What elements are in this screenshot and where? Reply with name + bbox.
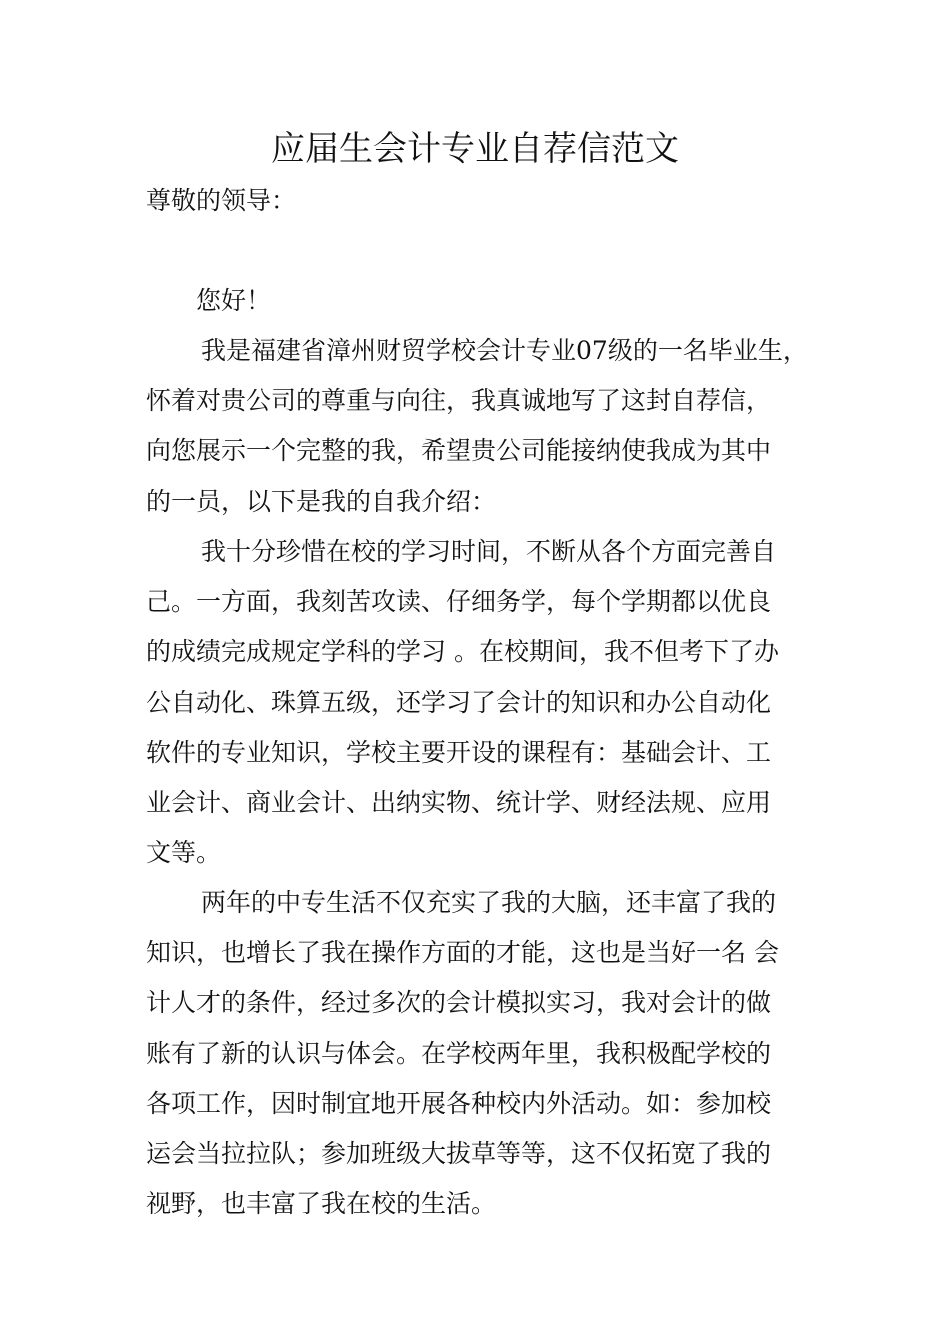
text-line: 业会计、商业会计、出纳实物、统计学、财经法规、应用 <box>146 788 772 818</box>
text-line: 向您展示一个完整的我，希望贵公司能接纳使我成为其中 <box>146 436 772 466</box>
paragraph-text <box>146 527 814 878</box>
paragraph-text <box>146 326 814 527</box>
text-line: 运会当拉拉队；参加班级大拔草等等，这不仅拓宽了我的 <box>146 1139 772 1169</box>
paragraph-1 <box>146 326 814 527</box>
text-line: 计人才的条件，经过多次的会计模拟实习，我对会计的做 <box>146 988 772 1018</box>
text-line: 软件的专业知识，学校主要开设的课程有：基础会计、工 <box>146 737 772 767</box>
text-line: 知识，也增长了我在操作方面的才能，这也是当好一名 会 <box>146 938 779 968</box>
paragraph-text <box>146 878 814 1229</box>
text-line: 我是福建省漳州财贸学校会计专业07级的一名毕业生， <box>201 336 808 365</box>
text-line: 账有了新的认识与体会。在学校两年里，我积极配学校的 <box>146 1038 772 1068</box>
text-line: 己。一方面，我刻苦攻读、仔细务学，每个学期都以优良 <box>146 587 772 617</box>
text-line: 我十分珍惜在校的学习时间，不断从各个方面完善自 <box>201 537 777 566</box>
paragraph-3 <box>146 878 814 1229</box>
text-line: 各项工作，因时制宜地开展各种校内外活动。如：参加校 <box>146 1088 772 1118</box>
text-line: 的成绩完成规定学科的学习 。在校期间，我不但考下了办 <box>146 637 779 667</box>
text-line: 的一员，以下是我的自我介绍： <box>146 486 497 516</box>
text-line: 两年的中专生活不仅充实了我的大脑，还丰富了我的 <box>201 888 777 917</box>
text-line: 公自动化、珠算五级，还学习了会计的知识和办公自动化 <box>146 687 772 717</box>
text-line: 怀着对贵公司的尊重与向往，我真诚地写了这封自荐信， <box>146 386 772 416</box>
document-title: 应届生会计专业自荐信范文 <box>271 129 679 169</box>
salutation: 尊敬的领导： <box>146 186 297 215</box>
paragraph-2 <box>146 527 814 878</box>
text-line: 视野，也丰富了我在校的生活。 <box>146 1189 497 1219</box>
greeting: 您好！ <box>196 286 272 315</box>
text-line: 文等。 <box>146 838 222 868</box>
